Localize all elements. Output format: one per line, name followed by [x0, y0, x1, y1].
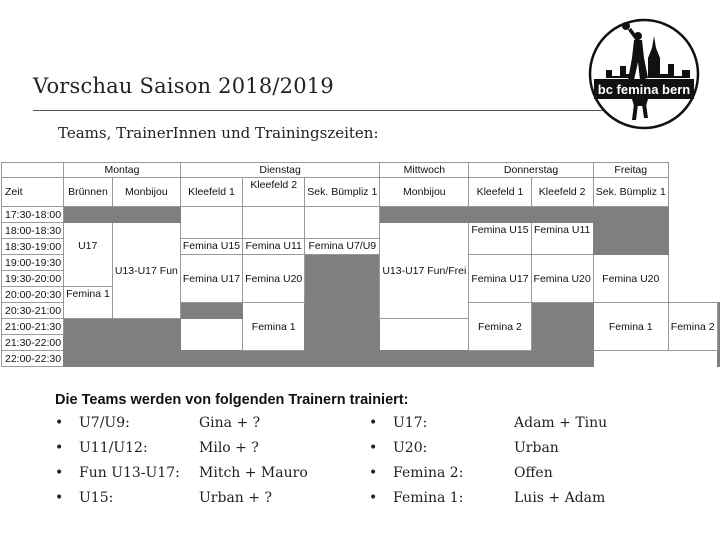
- page-subtitle: Teams, TrainerInnen und Trainingszeiten:: [58, 124, 379, 142]
- day-header-montag: Montag: [64, 163, 181, 178]
- bullet: •: [55, 440, 64, 456]
- empty-slot: [380, 351, 469, 367]
- coach-name: Urban + ?: [199, 490, 272, 506]
- team-name: Femina 2:: [393, 465, 464, 481]
- team-name: U11/U12:: [79, 440, 148, 456]
- trainer-list-left: [55, 411, 180, 511]
- empty-slot: [180, 351, 242, 367]
- slot-femina-u7: Femina U7/U9: [305, 239, 380, 255]
- slot-femina-u20: Femina U20: [243, 255, 305, 303]
- slot-femina-1: Femina 1: [64, 287, 113, 319]
- empty-slot: [531, 207, 593, 223]
- coach-name: Mitch + Mauro: [199, 465, 308, 481]
- logo-text: bc femina bern: [597, 82, 691, 97]
- team-name: U17:: [393, 415, 428, 431]
- slot-femina-u17: Femina U17: [180, 255, 242, 303]
- venue-header: Kleefeld 2: [531, 178, 593, 207]
- slot-femina-u20: Femina U20: [531, 255, 593, 303]
- venue-header: Brünnen: [64, 178, 113, 207]
- bullet: •: [369, 440, 378, 456]
- team-name: U7/U9:: [79, 415, 130, 431]
- empty-slot: [180, 207, 242, 239]
- slot-label: U17: [78, 240, 98, 252]
- club-logo: [588, 18, 700, 130]
- coach-name: Urban: [514, 440, 559, 456]
- day-header-freitag: Freitag: [593, 163, 668, 178]
- empty-slot: [64, 207, 113, 223]
- venue-header: Kleefeld 1: [469, 178, 531, 207]
- empty-slot: [243, 207, 305, 239]
- training-schedule: [1, 162, 720, 367]
- venue-header: Monbijou: [112, 178, 180, 207]
- page-title: Vorschau Saison 2018/2019: [33, 74, 334, 98]
- bullet: •: [369, 415, 378, 431]
- coach-name: Gina + ?: [199, 415, 261, 431]
- list-item: [55, 436, 180, 461]
- slot-femina-u15: Femina U15: [469, 223, 531, 255]
- slot-u13-fun-frei: U13-U17 Fun/Frei: [380, 223, 469, 319]
- team-name: Femina 1:: [393, 490, 464, 506]
- list-item: [369, 436, 463, 461]
- slot-femina-u11: Femina U11: [531, 223, 593, 255]
- time-cell: 18:30-19:00: [2, 239, 64, 255]
- coach-name: Milo + ?: [199, 440, 259, 456]
- empty-slot: [531, 303, 593, 367]
- empty-slot: [112, 319, 180, 367]
- trainer-list-right: [369, 411, 463, 511]
- list-item: [55, 411, 180, 436]
- team-name: Fun U13-U17:: [79, 465, 180, 481]
- empty-slot: [469, 351, 531, 367]
- slot-femina-1: Femina 1: [243, 303, 305, 351]
- day-header-donnerstag: Donnerstag: [469, 163, 593, 178]
- bullet: •: [55, 490, 64, 506]
- venue-header: Kleefeld 1: [180, 178, 242, 207]
- bullet: •: [369, 465, 378, 481]
- slot-femina-1: Femina 1: [593, 303, 668, 351]
- empty-slot: [64, 319, 113, 367]
- venue-header: Sek. Bümpliz 1: [305, 178, 380, 207]
- trainers-heading: Die Teams werden von folgenden Trainern trainiert:: [55, 392, 409, 408]
- slot-u17: [64, 223, 113, 287]
- list-item: [369, 486, 463, 511]
- empty-slot: [305, 207, 380, 239]
- team-name: U15:: [79, 490, 114, 506]
- team-name: U20:: [393, 440, 428, 456]
- time-cell: 20:30-21:00: [2, 303, 64, 319]
- slot-femina-u11: Femina U11: [243, 239, 305, 255]
- time-cell: 21:00-21:30: [2, 319, 64, 335]
- slot-femina-u20: Femina U20: [593, 255, 668, 303]
- slot-femina-2: Femina 2: [469, 303, 531, 351]
- time-cell: 19:30-20:00: [2, 271, 64, 287]
- coach-list-left: [199, 411, 308, 511]
- coach-list-right: [514, 411, 607, 511]
- corner-cell: [2, 163, 64, 178]
- day-header-mittwoch: Mittwoch: [380, 163, 469, 178]
- time-cell: 18:00-18:30: [2, 223, 64, 239]
- empty-slot: [469, 207, 531, 223]
- bullet: •: [55, 415, 64, 431]
- coach-name: Offen: [514, 465, 553, 481]
- venue-header: Kleefeld 2: [243, 178, 305, 207]
- bullet: •: [369, 490, 378, 506]
- coach-name: Luis + Adam: [514, 490, 606, 506]
- list-item: [369, 461, 463, 486]
- time-cell: 19:00-19:30: [2, 255, 64, 271]
- empty-slot: [593, 207, 668, 255]
- empty-slot: [180, 303, 242, 319]
- venue-header: Sek. Bümpliz 1: [593, 178, 668, 207]
- slot-femina-u17: Femina U17: [469, 255, 531, 303]
- time-cell: 17:30-18:00: [2, 207, 64, 223]
- empty-slot: [380, 207, 469, 223]
- venue-header: Monbijou: [380, 178, 469, 207]
- list-item: [55, 461, 180, 486]
- title-divider: [33, 110, 618, 111]
- slot-femina-u15: Femina U15: [180, 239, 242, 255]
- time-cell: 21:30-22:00: [2, 335, 64, 351]
- day-header-dienstag: Dienstag: [180, 163, 379, 178]
- empty-slot: [243, 351, 305, 367]
- coach-name: Adam + Tinu: [514, 415, 608, 431]
- list-item: [369, 411, 463, 436]
- time-cell: 20:00-20:30: [2, 287, 64, 303]
- bullet: •: [55, 465, 64, 481]
- empty-slot: [112, 207, 180, 223]
- time-cell: 22:00-22:30: [2, 351, 64, 367]
- empty-slot: [305, 255, 380, 367]
- slot-u13-fun: U13-U17 Fun: [112, 223, 180, 319]
- time-header: Zeit: [2, 178, 64, 207]
- list-item: [55, 486, 180, 511]
- slot-femina-2: Femina 2: [668, 303, 717, 351]
